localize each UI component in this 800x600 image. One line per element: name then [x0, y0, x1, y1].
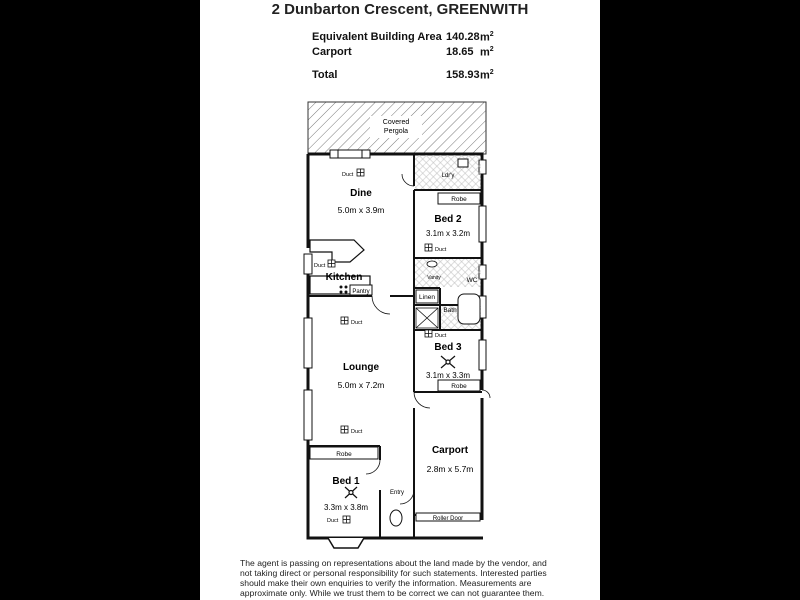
bay-window: [328, 538, 364, 548]
duct-label: Duct: [314, 263, 326, 269]
bathtub-icon: [458, 294, 480, 324]
duct-label: Duct: [342, 172, 354, 178]
robe-label: Robe: [451, 383, 467, 390]
laundry-label: Ldr'y: [441, 173, 455, 179]
linen-label: Linen: [419, 294, 435, 301]
area-unit: $m^2$: [480, 31, 494, 44]
doors: [366, 174, 490, 504]
laundry-floor: [415, 155, 481, 189]
area-label: Carport: [312, 46, 352, 58]
shower-icon: [416, 308, 438, 328]
robe-label: Robe: [451, 196, 467, 203]
bed2-dims: 3.1m x 3.2m: [425, 229, 471, 238]
area-unit: $m^2$: [480, 46, 494, 59]
plan-title: 2 Dunbarton Crescent, GREENWITH: [271, 1, 529, 18]
duct-icon: [328, 260, 335, 267]
floor-plan-drawing: [200, 0, 600, 555]
area-value: 140.28: [446, 31, 480, 43]
lounge-dims: 5.0m x 7.2m: [337, 380, 385, 390]
duct-icon: [425, 244, 432, 251]
duct-label: Duct: [327, 518, 339, 524]
pergola-label-2: Pergola: [383, 128, 409, 135]
pantry-label: Pantry: [352, 289, 370, 295]
roller-door-label: Roller Door: [432, 516, 464, 522]
ceiling-fan-icon: [441, 356, 455, 368]
bed1-label: Bed 1: [332, 476, 360, 487]
kitchen-label: Kitchen: [325, 272, 363, 283]
dine-label: Dine: [350, 188, 372, 199]
entry-label: Entry: [389, 490, 405, 496]
duct-icon: [357, 169, 364, 176]
disclaimer-text: The agent is passing on representations about the land made by the vendor, and not taking direct or personal responsibility for such statements. Interested parties should make their own enquiries to verify the information. Measurements are approximate only. While we trust them to be correct we can not guarantee them.: [240, 558, 547, 598]
pergola-label-1: Covered: [382, 119, 410, 126]
area-value: 158.93: [446, 69, 480, 81]
bed2-label: Bed 2: [434, 214, 462, 225]
bed3-dims: 3.1m x 3.3m: [425, 371, 471, 380]
entry-porch: [390, 510, 402, 526]
carport-label: Carport: [431, 445, 469, 456]
wc-label: WC: [466, 277, 478, 284]
ceiling-fan-icon: [345, 487, 357, 498]
area-label: Total: [312, 69, 338, 81]
duct-label: Duct: [435, 333, 447, 339]
bed3-label: Bed 3: [434, 342, 462, 353]
duct-label: Duct: [435, 247, 447, 253]
duct-label: Duct: [351, 320, 363, 326]
duct-icon: [341, 426, 348, 433]
duct-label: Duct: [351, 429, 363, 435]
bed1-dims: 3.3m x 3.8m: [323, 503, 369, 512]
lounge-label: Lounge: [342, 362, 380, 373]
area-unit: $m^2$: [480, 69, 494, 82]
bath-label: Bath: [443, 307, 457, 314]
carport-dims: 2.8m x 5.7m: [426, 464, 474, 474]
dine-dims: 5.0m x 3.9m: [337, 205, 385, 215]
area-value: 18.65: [446, 46, 474, 58]
floor-plan-sheet: [200, 0, 600, 600]
robe-label: Robe: [336, 451, 352, 458]
duct-icon: [341, 317, 348, 324]
basin-icon: [427, 261, 437, 267]
duct-icon: [343, 516, 350, 523]
duct-icon: [425, 330, 432, 337]
area-label: Equivalent Building Area: [312, 31, 442, 43]
vanity-label: Vanity: [427, 275, 441, 281]
